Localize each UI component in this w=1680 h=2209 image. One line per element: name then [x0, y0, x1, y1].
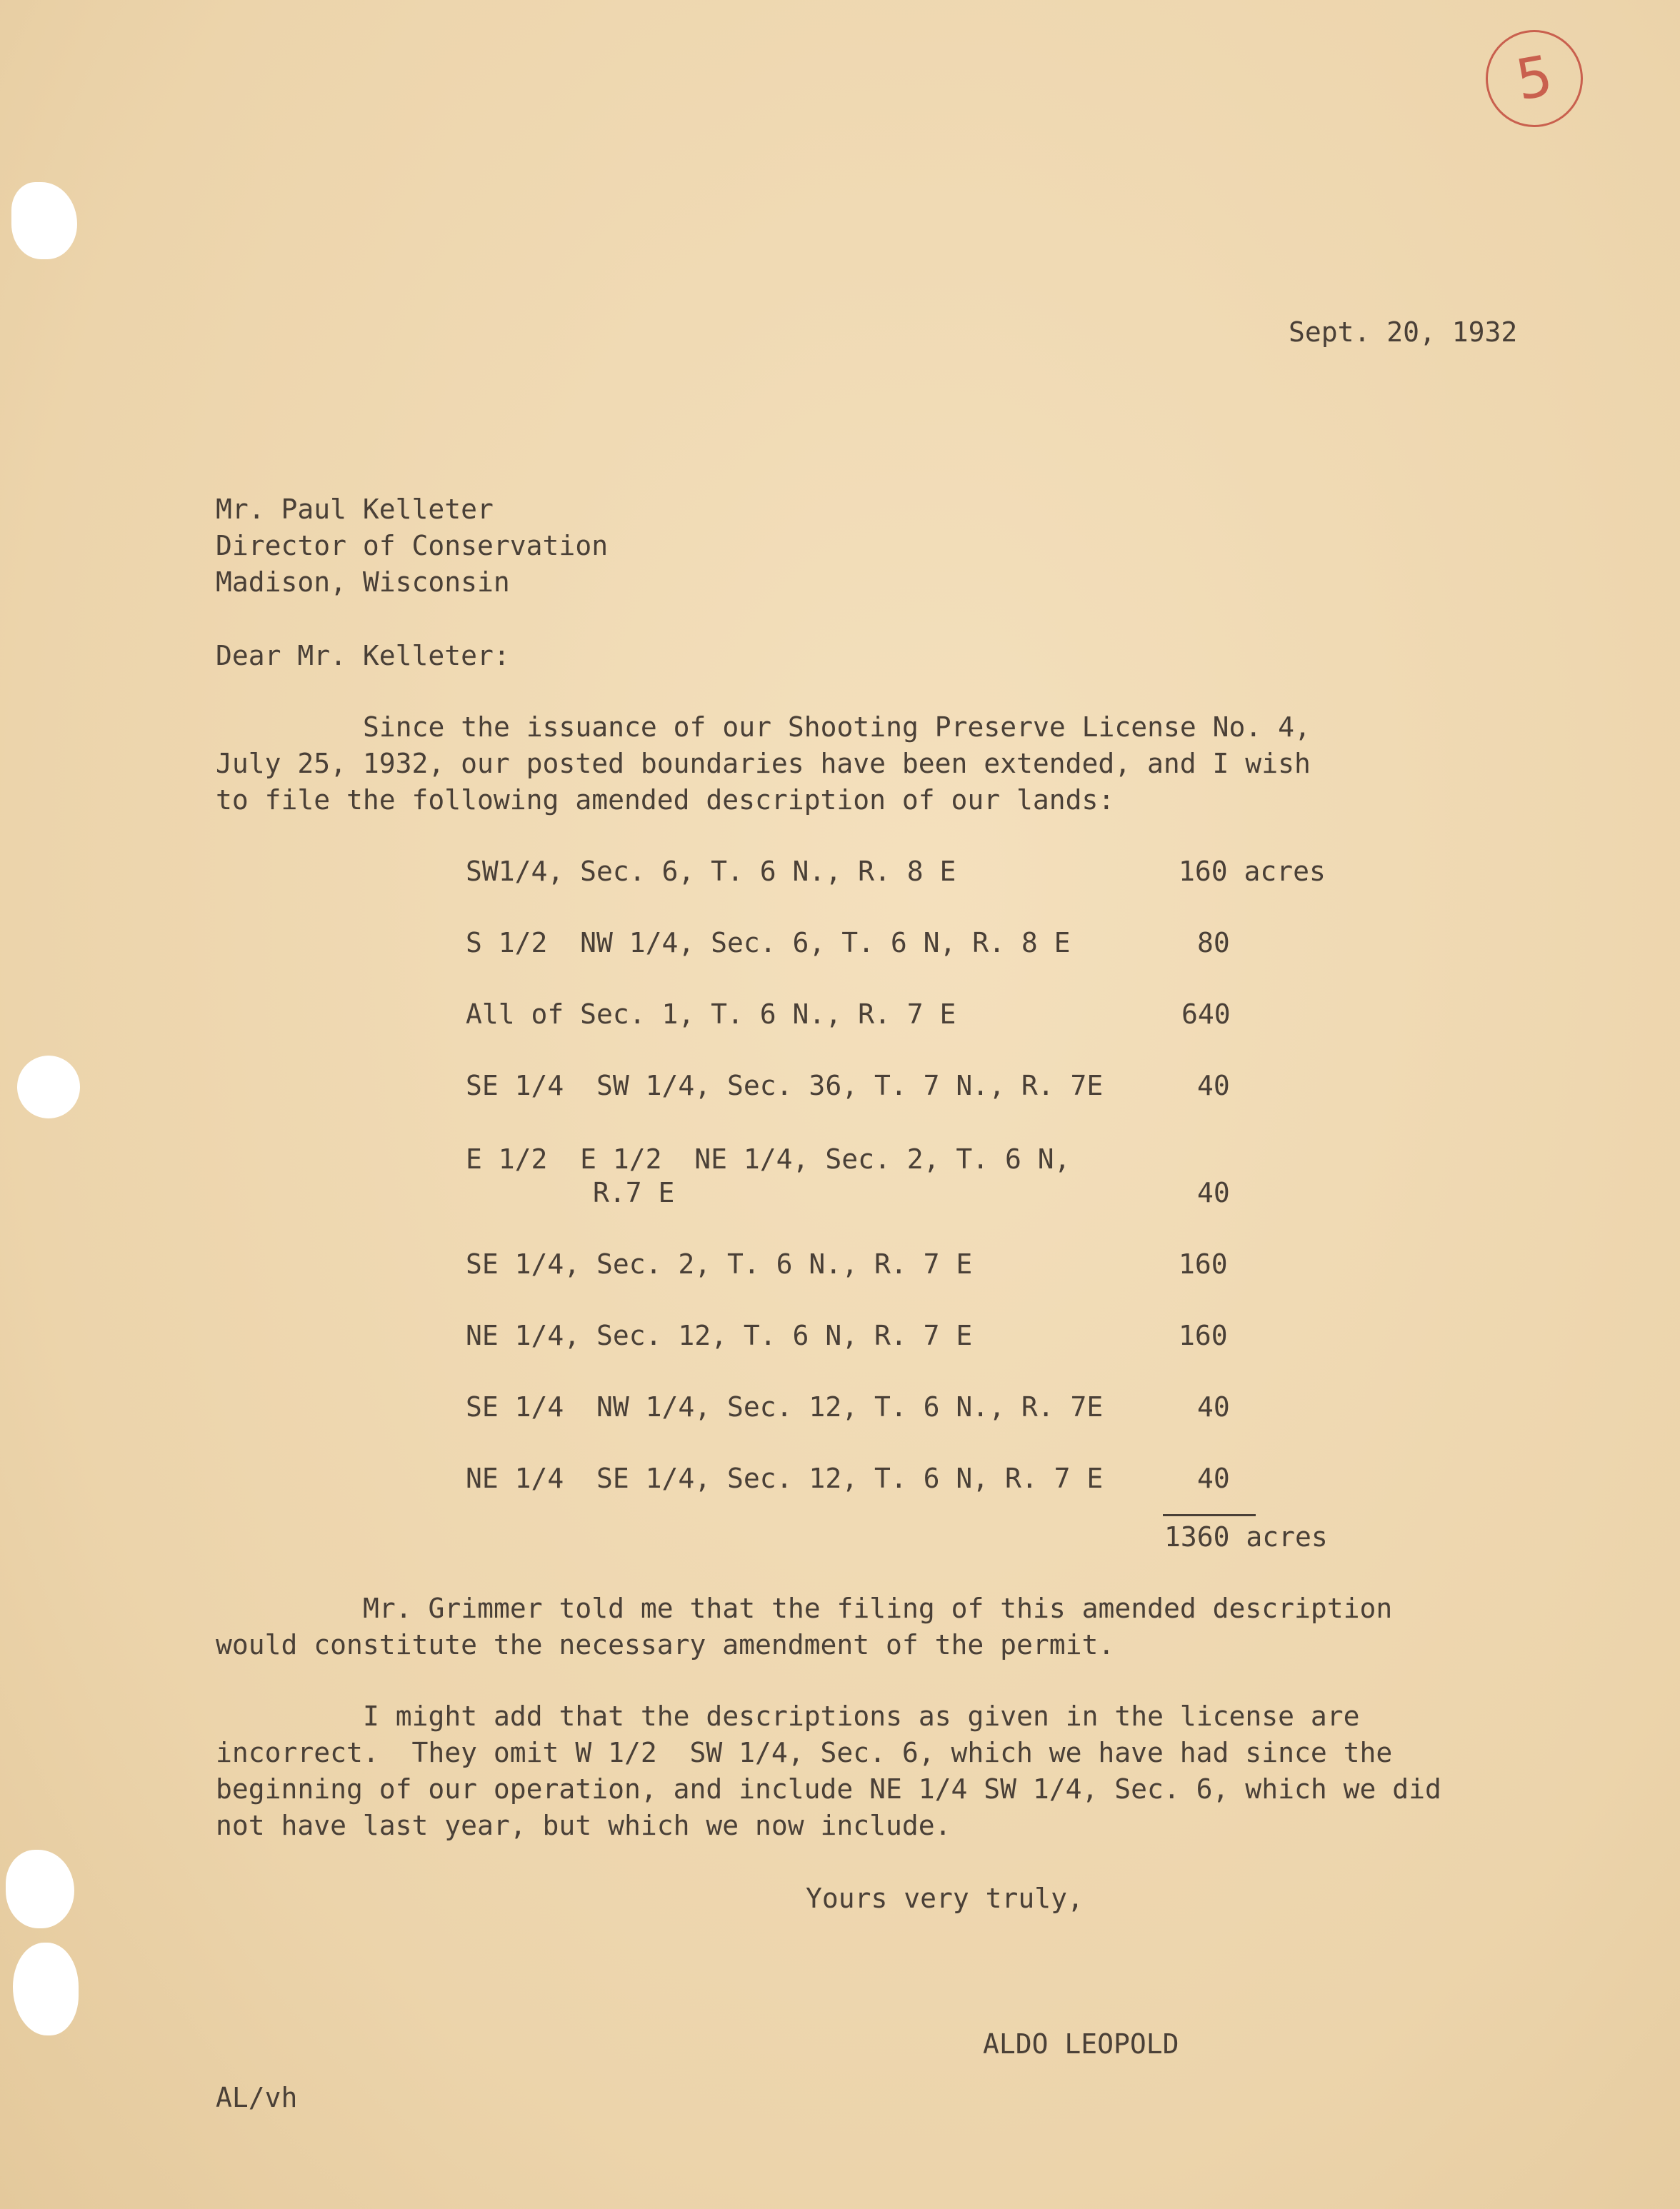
letter-date: Sept. 20, 1932 [1289, 316, 1518, 348]
punch-hole-bottom [6, 1850, 74, 1928]
recipient-location: Madison, Wisconsin [216, 566, 510, 598]
paragraph-2-line-2: would constitute the necessary amendment of the permit. [216, 1629, 1115, 1660]
land-description: NE 1/4 SE 1/4, Sec. 12, T. 6 N, R. 7 E [466, 1463, 1104, 1494]
page-number-circle: 5 [1478, 22, 1591, 135]
paragraph-2-line-1: Mr. Grimmer told me that the filing of this amended description [363, 1593, 1393, 1624]
typist-initials: AL/vh [216, 2082, 298, 2113]
punch-hole-middle [17, 1056, 80, 1118]
recipient-title: Director of Conservation [216, 530, 609, 561]
recipient-name: Mr. Paul Kelleter [216, 494, 494, 525]
land-acres: 40 [1197, 1463, 1230, 1494]
paragraph-1-line-3: to file the following amended description of our lands: [216, 784, 1115, 816]
land-description: SE 1/4 SW 1/4, Sec. 36, T. 7 N., R. 7E [466, 1070, 1104, 1101]
land-description: S 1/2 NW 1/4, Sec. 6, T. 6 N, R. 8 E [466, 927, 1071, 958]
paragraph-3-line-1: I might add that the descriptions as given in the license are [363, 1700, 1360, 1732]
paragraph-1-line-2: July 25, 1932, our posted boundaries have been extended, and I wish [216, 748, 1311, 779]
punch-hole-top [11, 182, 77, 259]
land-acres: 640 [1181, 998, 1231, 1030]
land-acres: 40 [1197, 1391, 1230, 1423]
land-description: NE 1/4, Sec. 12, T. 6 N, R. 7 E [466, 1320, 973, 1351]
land-acres: 40 [1197, 1070, 1230, 1101]
punch-hole-bottom-2 [13, 1943, 79, 2035]
land-description: All of Sec. 1, T. 6 N., R. 7 E [466, 998, 956, 1030]
paragraph-3-line-2: incorrect. They omit W 1/2 SW 1/4, Sec. 6, which we have had since the [216, 1737, 1393, 1768]
paragraph-1-line-1: Since the issuance of our Shooting Preserve License No. 4, [363, 711, 1311, 743]
land-description: E 1/2 E 1/2 NE 1/4, Sec. 2, T. 6 N, [466, 1143, 1071, 1175]
land-description-continued: R.7 E [593, 1177, 675, 1208]
land-acres: 160 [1179, 1248, 1228, 1280]
signature-name: ALDO LEOPOLD [983, 2028, 1179, 2060]
land-acres: 160 acres [1179, 856, 1326, 887]
land-acres: 160 [1179, 1320, 1228, 1351]
total-acres: 1360 acres [1164, 1521, 1328, 1553]
land-acres: 40 [1197, 1177, 1230, 1208]
land-description: SW1/4, Sec. 6, T. 6 N., R. 8 E [466, 856, 956, 887]
total-underline [1163, 1514, 1256, 1516]
land-acres: 80 [1197, 927, 1230, 958]
land-description: SE 1/4, Sec. 2, T. 6 N., R. 7 E [466, 1248, 973, 1280]
paragraph-3-line-4: not have last year, but which we now include. [216, 1810, 951, 1841]
salutation: Dear Mr. Kelleter: [216, 640, 510, 671]
closing: Yours very truly, [806, 1883, 1084, 1914]
paragraph-3-line-3: beginning of our operation, and include NE 1/4 SW 1/4, Sec. 6, which we did [216, 1773, 1441, 1805]
land-description: SE 1/4 NW 1/4, Sec. 12, T. 6 N., R. 7E [466, 1391, 1104, 1423]
